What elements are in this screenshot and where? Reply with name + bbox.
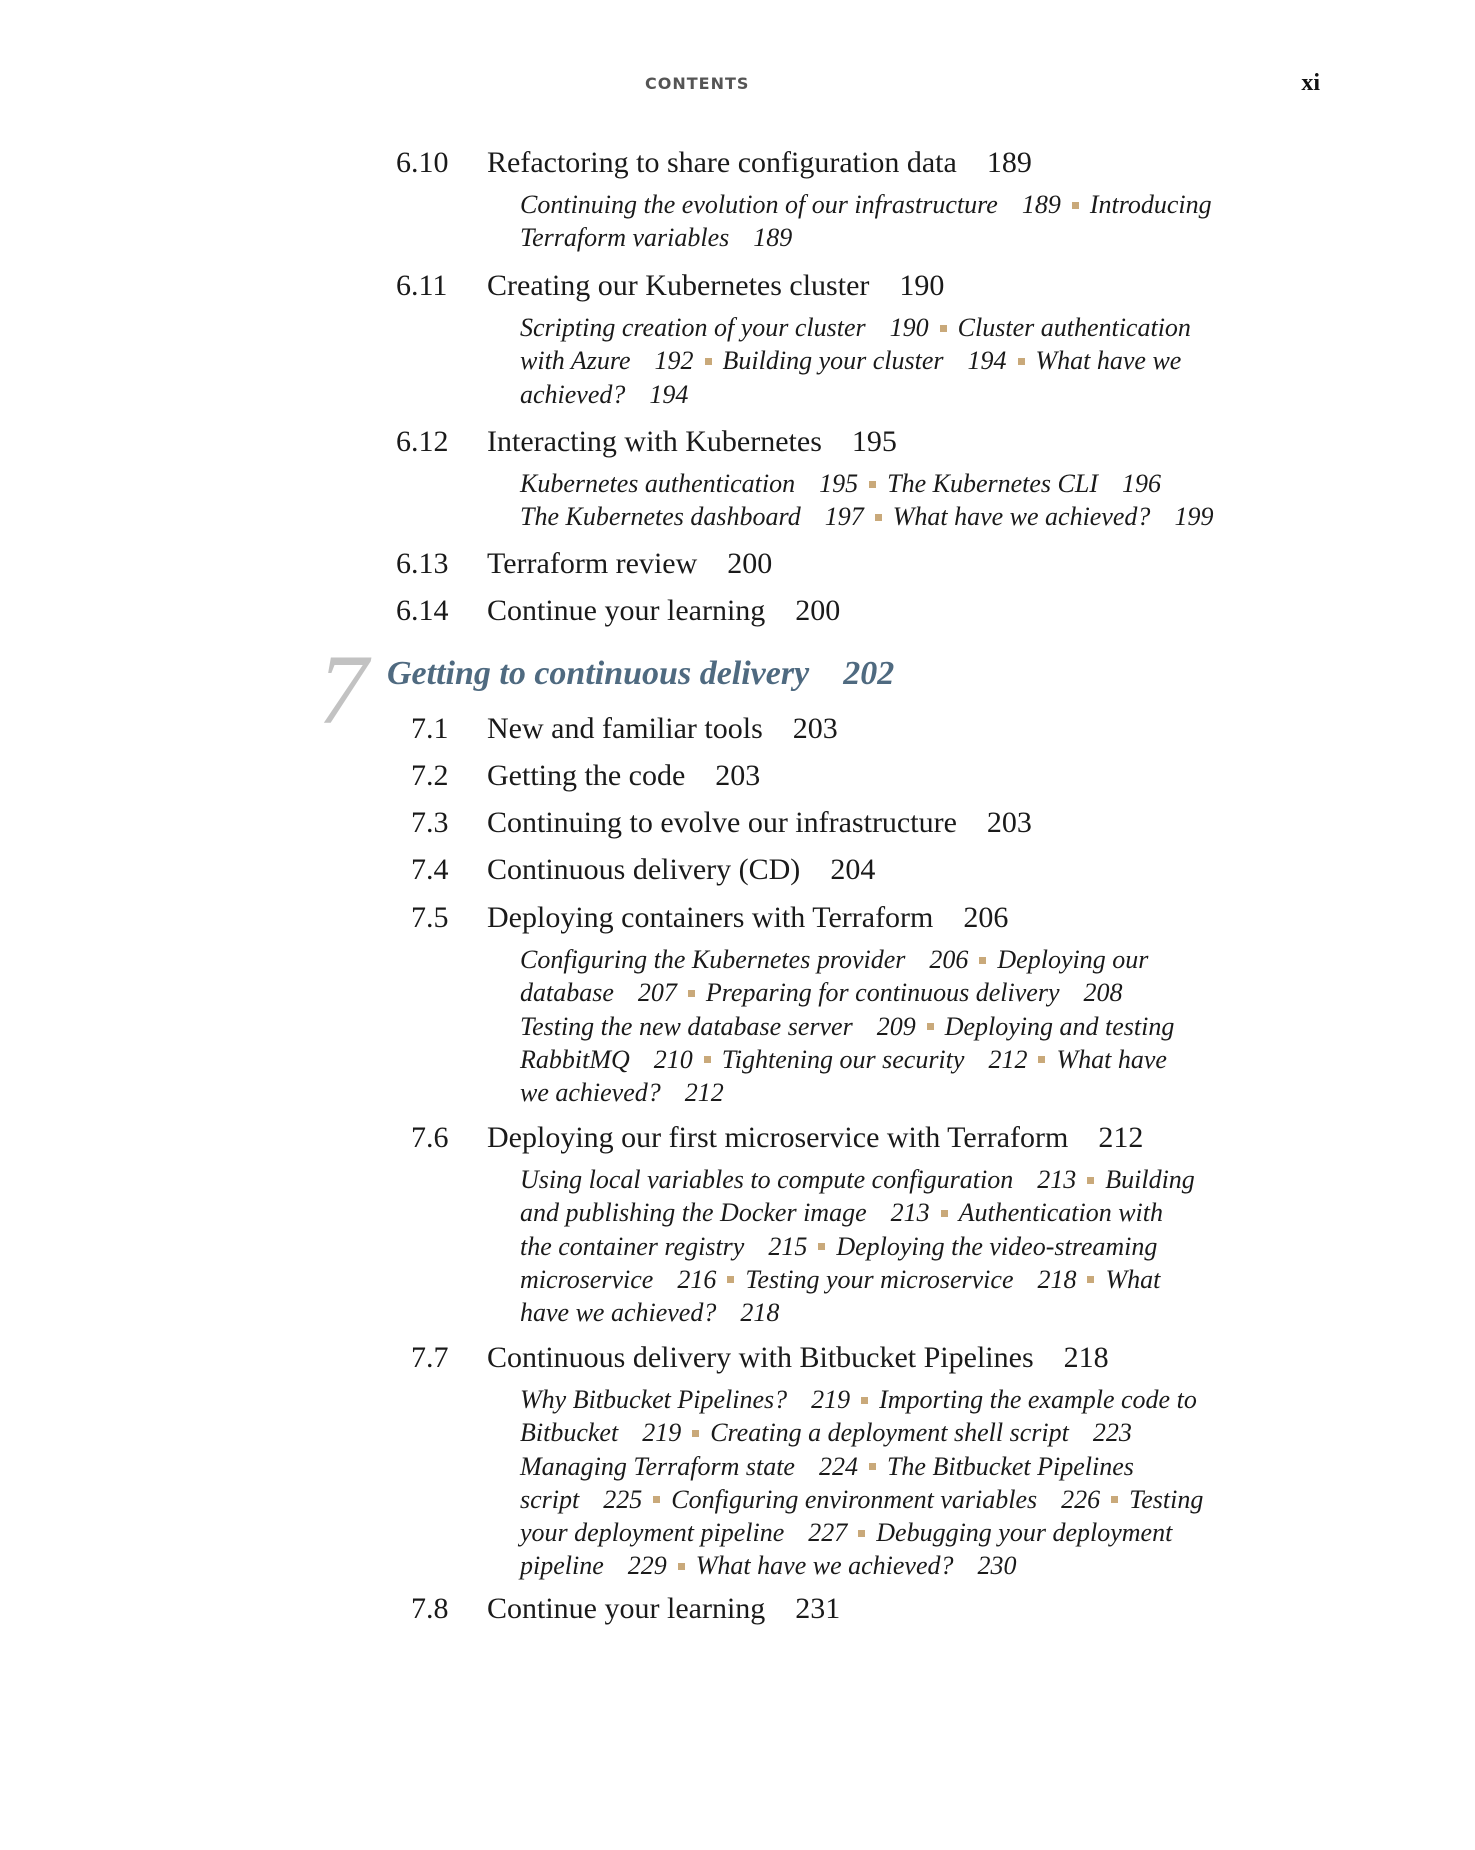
subsection-list [520, 467, 1213, 534]
subsection-title[interactable]: Debugging your deployment [876, 1518, 1173, 1548]
section-page: 231 [795, 1592, 841, 1625]
subsection-line [520, 188, 1212, 221]
section-page: 203 [986, 806, 1032, 839]
subsection-page: 216 [677, 1264, 717, 1294]
subsection-list [520, 188, 1212, 255]
subsection-title[interactable]: The Bitbucket Pipelines [886, 1451, 1134, 1481]
section-title [487, 901, 1008, 935]
subsection-page: 213 [1037, 1165, 1077, 1194]
section-title-text: Continue your learning [487, 594, 766, 627]
subsection-page: 226 [1061, 1484, 1101, 1514]
subsection-page: 189 [1021, 190, 1061, 219]
subsection-page: 215 [768, 1231, 808, 1261]
subsection-title[interactable]: and publishing the Docker image [520, 1198, 867, 1228]
subsection-line [520, 1296, 1195, 1329]
subsection-page: 199 [1174, 502, 1214, 532]
section-title [487, 269, 944, 303]
section-title-text: Interacting with Kubernetes [487, 425, 822, 458]
section-page: 203 [792, 712, 838, 745]
section-page: 203 [715, 759, 761, 792]
section-page: 206 [963, 901, 1009, 934]
subsection-page: 209 [876, 1011, 916, 1041]
subsection-line [520, 1263, 1195, 1296]
bullet-separator [1087, 1276, 1094, 1283]
bullet-separator [869, 1463, 876, 1470]
section-number: 6.13 [396, 547, 449, 580]
subsection-title[interactable]: with Azure [520, 346, 631, 376]
section-title [487, 1121, 1143, 1155]
subsection-list [520, 1383, 1203, 1583]
section-page: 190 [899, 269, 945, 302]
section-number: 7.4 [411, 853, 449, 886]
bullet-separator [858, 1530, 865, 1537]
subsection-title[interactable]: Testing the new database server [520, 1011, 853, 1041]
subsection-title[interactable]: Building [1105, 1165, 1195, 1194]
subsection-line [520, 467, 1213, 500]
section-number: 7.3 [411, 806, 449, 839]
subsection-line [520, 221, 1212, 254]
bullet-separator [678, 1563, 685, 1570]
section-page: 195 [851, 425, 897, 458]
subsection-page: 225 [603, 1484, 643, 1514]
subsection-title[interactable]: your deployment pipeline [520, 1518, 785, 1548]
section-title-text: Deploying containers with Terraform [487, 901, 934, 934]
subsection-title[interactable]: Deploying the video-streaming [836, 1231, 1158, 1261]
bullet-separator [979, 957, 986, 964]
subsection-page: 218 [740, 1298, 780, 1328]
subsection-title[interactable]: Introducing [1089, 190, 1212, 219]
subsection-line [520, 1516, 1203, 1549]
subsection-page: 196 [1122, 469, 1162, 498]
subsection-line [520, 311, 1191, 344]
chapter-number: 7 [318, 634, 368, 745]
section-number: 6.12 [396, 425, 449, 458]
subsection-page: 190 [889, 313, 929, 342]
subsection-title[interactable]: pipeline [520, 1551, 604, 1581]
subsection-line [520, 1010, 1174, 1043]
subsection-title[interactable]: Cluster authentication [957, 313, 1191, 342]
subsection-title[interactable]: have we achieved? [520, 1298, 717, 1328]
subsection-line [520, 1163, 1195, 1196]
section-number: 6.10 [396, 146, 449, 179]
bullet-separator [1087, 1177, 1094, 1184]
subsection-title[interactable]: Testing your microservice [745, 1264, 1014, 1294]
section-page: 200 [727, 547, 773, 580]
subsection-title[interactable]: Importing the example code to [879, 1385, 1197, 1414]
bullet-separator [1018, 358, 1025, 365]
subsection-line [520, 344, 1191, 377]
bullet-separator [869, 481, 876, 488]
subsection-title[interactable]: Configuring the Kubernetes provider [520, 945, 906, 974]
bullet-separator [1038, 1056, 1045, 1063]
subsection-title[interactable]: Deploying our [997, 945, 1149, 974]
subsection-title[interactable]: microservice [520, 1264, 654, 1294]
section-page: 212 [1098, 1121, 1144, 1154]
section-number: 7.5 [411, 901, 449, 934]
subsection-line [520, 1416, 1203, 1449]
bullet-separator [941, 1210, 948, 1217]
subsection-title[interactable]: Configuring environment variables [671, 1484, 1038, 1514]
section-number: 7.6 [411, 1121, 449, 1154]
section-title [487, 1341, 1109, 1375]
subsection-title[interactable]: Deploying and testing [944, 1011, 1175, 1041]
bullet-separator [692, 1430, 699, 1437]
subsection-line [520, 1383, 1203, 1416]
subsection-page: 194 [649, 379, 689, 409]
subsection-page: 230 [977, 1551, 1017, 1581]
subsection-line [520, 943, 1174, 976]
subsection-title[interactable]: Managing Terraform state [520, 1451, 795, 1481]
subsection-list [520, 943, 1174, 1109]
bullet-separator [653, 1496, 660, 1503]
subsection-line [520, 500, 1213, 533]
section-title-text: Deploying our first microservice with Terraform [487, 1121, 1069, 1154]
section-title-text: Continuous delivery with Bitbucket Pipelines [487, 1341, 1034, 1374]
section-title-text: Terraform review [487, 547, 698, 580]
subsection-line [520, 1230, 1195, 1263]
subsection-page: 229 [627, 1551, 667, 1581]
bullet-separator [1111, 1496, 1118, 1503]
subsection-title[interactable]: RabbitMQ [520, 1044, 630, 1074]
section-title [487, 853, 875, 887]
subsection-page: 212 [988, 1044, 1028, 1074]
subsection-title[interactable]: What have we achieved? [892, 502, 1151, 532]
subsection-list [520, 1163, 1195, 1329]
bullet-separator [927, 1023, 934, 1030]
subsection-line [520, 1483, 1203, 1516]
section-title-text: Creating our Kubernetes cluster [487, 269, 870, 302]
subsection-title[interactable]: database [520, 978, 614, 1008]
bullet-separator [727, 1276, 734, 1283]
section-title [487, 712, 838, 746]
subsection-page: 189 [753, 223, 793, 253]
subsection-page: 194 [967, 346, 1007, 376]
bullet-separator [704, 1056, 711, 1063]
section-number: 7.1 [411, 712, 449, 745]
subsection-list [520, 311, 1191, 411]
bullet-separator [940, 325, 947, 332]
subsection-title[interactable]: Terraform variables [520, 223, 730, 253]
section-title-text: Refactoring to share configuration data [487, 146, 957, 179]
section-title-text: New and familiar tools [487, 712, 763, 745]
subsection-page: 212 [684, 1078, 724, 1108]
subsection-page: 218 [1037, 1264, 1077, 1294]
section-title [487, 806, 1032, 840]
subsection-title[interactable]: the container registry [520, 1231, 745, 1261]
bullet-separator [688, 990, 695, 997]
subsection-page: 219 [642, 1418, 682, 1448]
section-number: 7.2 [411, 759, 449, 792]
subsection-page: 192 [654, 346, 694, 376]
subsection-page: 197 [824, 502, 864, 532]
subsection-title[interactable]: achieved? [520, 379, 626, 409]
chapter-page: 202 [843, 655, 895, 692]
subsection-line [520, 378, 1191, 411]
chapter-heading[interactable] [387, 654, 894, 694]
section-title-text: Getting the code [487, 759, 686, 792]
section-page: 200 [795, 594, 841, 627]
subsection-title[interactable]: Creating a deployment shell script [710, 1418, 1069, 1448]
section-page: 189 [986, 146, 1032, 179]
running-head: CONTENTS [645, 74, 750, 93]
section-title-text: Continue your learning [487, 1592, 766, 1625]
section-title-text: Continuing to evolve our infrastructure [487, 806, 957, 839]
subsection-page: 195 [819, 469, 859, 498]
subsection-title[interactable]: The Kubernetes dashboard [520, 502, 801, 532]
subsection-title[interactable]: Kubernetes authentication [520, 469, 796, 498]
section-number: 7.8 [411, 1592, 449, 1625]
subsection-page: 208 [1083, 978, 1123, 1008]
section-title [487, 547, 772, 581]
subsection-line [520, 1076, 1174, 1109]
subsection-title[interactable]: Building your cluster [722, 346, 944, 376]
subsection-line [520, 1450, 1203, 1483]
subsection-page: 210 [653, 1044, 693, 1074]
subsection-title[interactable]: What have we [1035, 346, 1182, 376]
subsection-title[interactable]: The Kubernetes CLI [887, 469, 1099, 498]
subsection-title[interactable]: Scripting creation of your cluster [520, 313, 866, 342]
subsection-title[interactable]: Bitbucket [520, 1418, 619, 1448]
subsection-line [520, 976, 1174, 1009]
subsection-page: 224 [818, 1451, 858, 1481]
bullet-separator [861, 1397, 868, 1404]
subsection-title[interactable]: Tightening our security [721, 1044, 965, 1074]
chapter-title: Getting to continuous delivery [387, 655, 810, 692]
bullet-separator [1072, 202, 1079, 209]
subsection-title[interactable]: Authentication with [958, 1198, 1163, 1228]
section-page: 204 [830, 853, 876, 886]
subsection-title[interactable]: What have [1056, 1044, 1167, 1074]
subsection-title[interactable]: What have we achieved? [695, 1551, 954, 1581]
bullet-separator [705, 358, 712, 365]
section-page: 218 [1063, 1341, 1109, 1374]
subsection-page: 227 [808, 1518, 848, 1548]
section-title [487, 146, 1032, 180]
section-title [487, 425, 897, 459]
subsection-line [520, 1043, 1174, 1076]
subsection-page: 213 [890, 1198, 930, 1228]
section-title [487, 594, 840, 628]
subsection-title[interactable]: we achieved? [520, 1078, 661, 1108]
bullet-separator [818, 1243, 825, 1250]
bullet-separator [875, 514, 882, 521]
subsection-page: 207 [637, 978, 677, 1008]
subsection-title[interactable]: Continuing the evolution of our infrastructure [520, 190, 998, 219]
section-number: 6.11 [396, 269, 448, 302]
section-number: 7.7 [411, 1341, 449, 1374]
subsection-line [520, 1196, 1195, 1229]
subsection-line [520, 1549, 1203, 1582]
subsection-title[interactable]: script [520, 1484, 580, 1514]
subsection-title[interactable]: Preparing for continuous delivery [705, 978, 1060, 1008]
subsection-title[interactable]: What [1105, 1264, 1161, 1294]
subsection-page: 219 [811, 1385, 851, 1414]
section-title [487, 1592, 840, 1626]
subsection-page: 223 [1092, 1418, 1132, 1448]
section-title-text: Continuous delivery (CD) [487, 853, 801, 886]
page-number: xi [1301, 70, 1320, 96]
subsection-title[interactable]: Why Bitbucket Pipelines? [520, 1385, 788, 1414]
subsection-title[interactable]: Using local variables to compute configuration [520, 1165, 1014, 1194]
subsection-page: 206 [929, 945, 969, 974]
section-number: 6.14 [396, 594, 449, 627]
section-title [487, 759, 760, 793]
subsection-title[interactable]: Testing [1129, 1484, 1204, 1514]
